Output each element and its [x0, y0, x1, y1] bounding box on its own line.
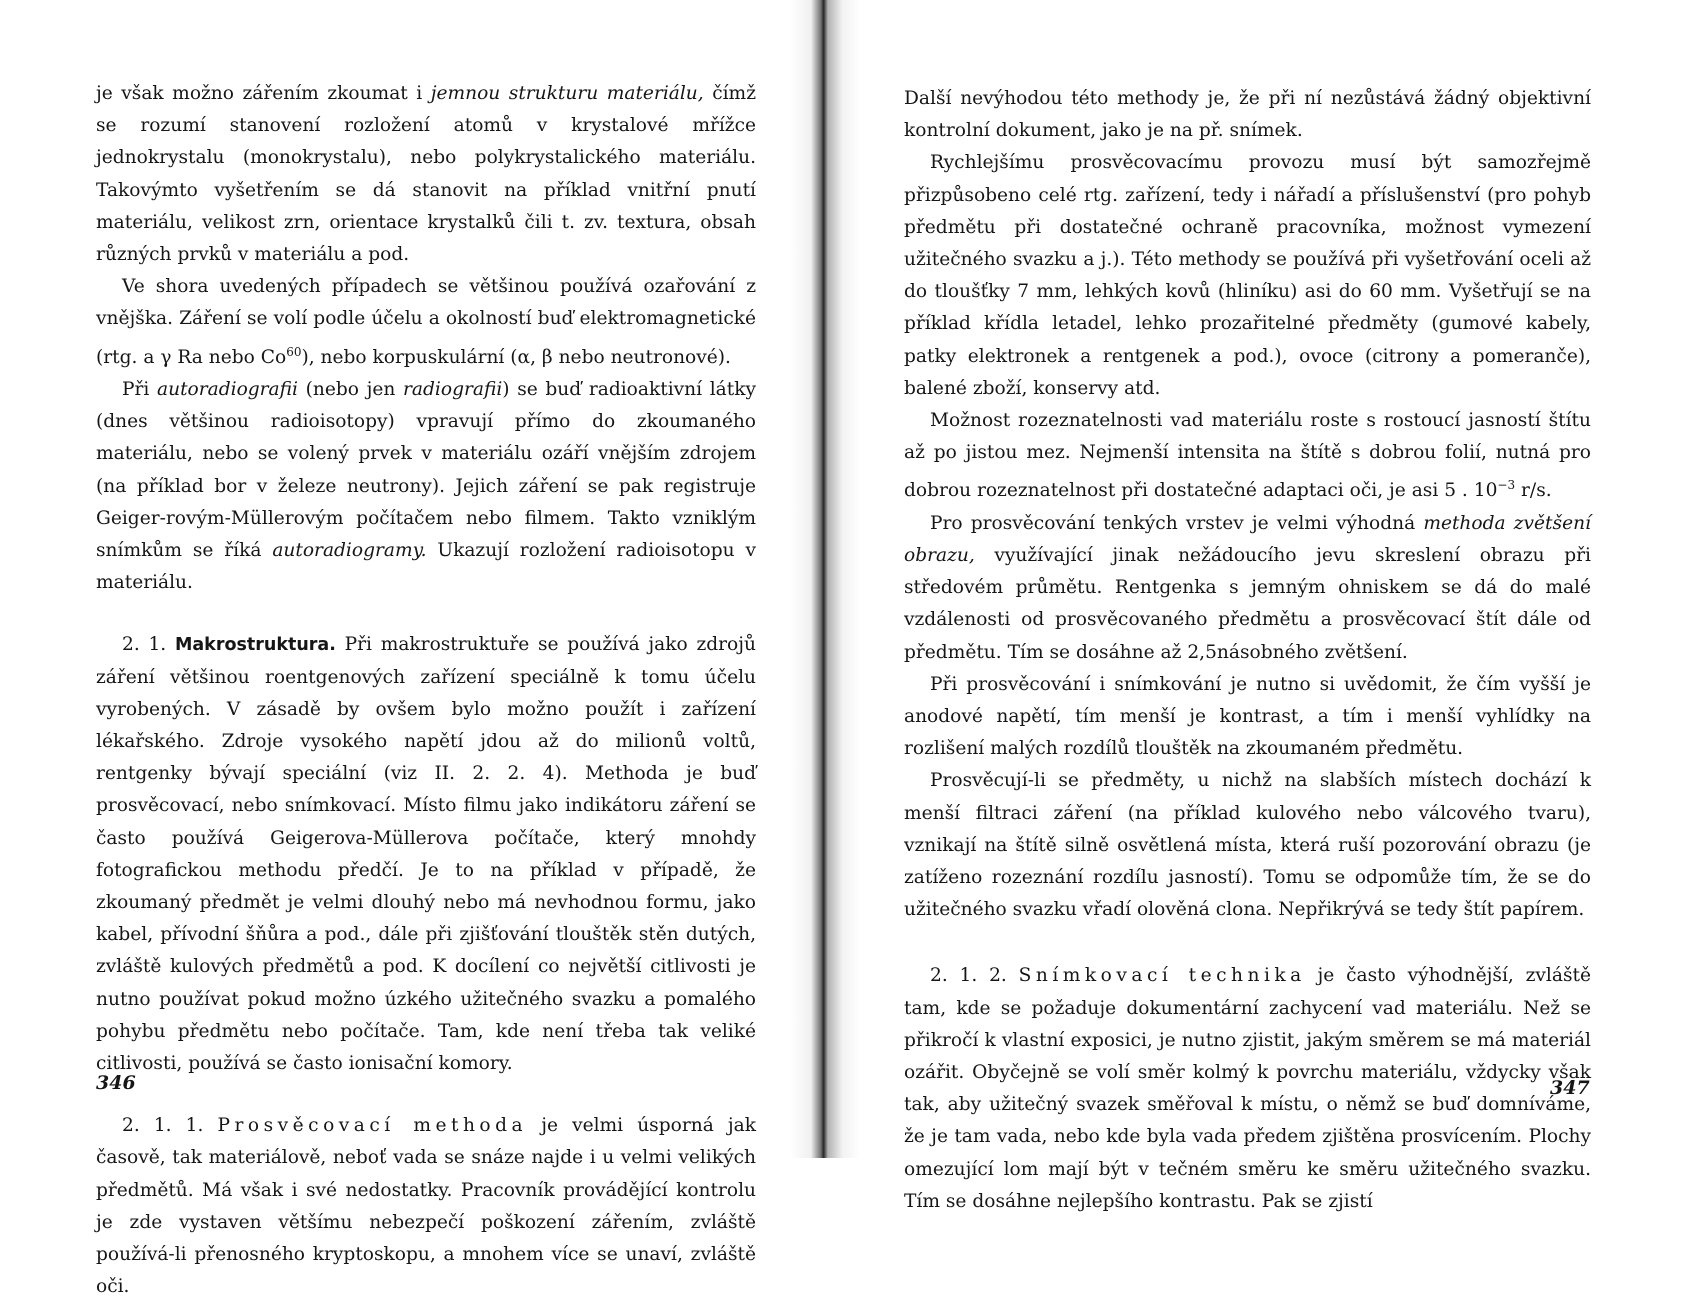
- text-run: čímž se rozumí stanovení rozložení atomů v krystalové mřížce jednokrystalu (monokrystalu), nebo polykrystalického materiálu. Takovýmto vyšetřením se dá stanovit na příklad vnitřní pnutí materiálu, velikost zrn, orientace krystalků čili t. zv. textura, obsah různých prvků v materiálu a pod.: [96, 83, 756, 266]
- right-page: [855, 0, 1695, 1212]
- page-number-right: 347: [1550, 1077, 1590, 1099]
- left-paragraph-3: [96, 374, 756, 599]
- text-run: ) se buď radioaktivní látky (dnes většinou radioisotopy) vpravují přímo do zkoumaného materiálu, nebo se volený prvek v materiálu ozáří vnějším zdrojem (na příklad bor v železe neutrony). Jejich záření se pak registruje Geiger-rovým-Müllerovým počítačem nebo filmem. Takto vzniklým snímkům se říká: [96, 379, 756, 562]
- text-run: r/s.: [1515, 480, 1552, 502]
- section-2-1-1-number: 2. 1. 1.: [122, 1115, 204, 1137]
- text-run: využívající jinak nežádoucího jevu skreslení obrazu při středovém průmětu. Rentgenka s jemným ohniskem se dá do malé vzdálenosti od prosvěcovaného předmětu a prosvěcovací štít dále od předmětu. Tím se dosáhne až 2,5násobného zvětšení.: [904, 545, 1591, 663]
- book-spine-shadow: [790, 0, 860, 1158]
- text-run: ), nebo korpuskulární (α, β nebo neutronové).: [301, 346, 731, 368]
- section-2-1-text: Při makrostruktuře se používá jako zdrojů záření většinou roentgenových zařízení speciálně k tomu účelu vyrobených. V zásadě by ovšem bylo možno použít i zařízení lékařského. Zdroje vysokého napětí jdou až do milionů voltů, rentgenky bývají speciální (viz II. 2. 2. 4). Methoda je buď prosvěcovací, nebo snímkovací. Místo filmu jako indikátoru záření se často používá Geigerova-Müllerova počítače, který mnohdy fotografickou methodu předčí. Je to na příklad v případě, že zkoumaný předmět je velmi dlouhý nebo má nevhodnou formu, jako kabel, přívodní šňůra a pod., dále při zjišťování tlouštěk stěn dutých, zvláště kulových předmětů a pod. K docílení co největší citlivosti je nutno používat pokud možno úzkého užitečného svazku a pomalého pohybu předmětu nebo počítače. Tam, kde není třeba tak veliké citlivosti, používá se často ionisační komory.: [96, 634, 756, 1075]
- page-number-left: 346: [96, 1072, 136, 1094]
- text-run: Při: [122, 379, 158, 401]
- text-run: je však možno zářením zkoumat i: [96, 83, 431, 104]
- text-run: Další nevýhodou této methody je, že při ní nezůstává žádný objektivní kontrolní dokument, jako je na př. snímek.: [904, 88, 1591, 142]
- section-2-1-2-title: Snímkovací technika: [1018, 965, 1306, 987]
- left-text-column: [96, 78, 756, 1304]
- italic-term: autoradiografii: [157, 379, 298, 401]
- left-paragraph-1: [96, 78, 756, 271]
- section-2-1-2: [904, 960, 1591, 1218]
- right-paragraph-5: [904, 669, 1591, 766]
- right-paragraph-2: [904, 147, 1591, 405]
- right-paragraph-4: [904, 508, 1591, 669]
- text-run: Rychlejšímu prosvěcovacímu provozu musí být samozřejmě přizpůsobeno celé rtg. zařízení, tedy i nářadí a příslušenství (pro pohyb předmětu při dostatečné ochraně pracovníka, možnost vymezení užitečného svazku a j.). Této methody se používá při vyšetřování oceli až do tloušťky 7 mm, lehkých kovů (hliníku) asi do 60 mm. Vyšetřují se na příklad křídla letadel, lehko prozařitelné předměty (gumové kabely, patky elektronek a rentgenek a pod.), ovoce (citrony a pomeranče), balené zboží, konservy atd.: [904, 152, 1591, 399]
- right-paragraph-3: [904, 405, 1591, 508]
- text-run: Ve shora uvedených případech se většinou používá ozařování z vnějška. Záření se volí podle účelu a okolností buď elektromagnetické (rtg. a γ Ra nebo Co: [96, 276, 756, 368]
- italic-term: jemnou strukturu materiálu,: [430, 83, 704, 104]
- section-gap: [96, 1080, 756, 1110]
- text-run: Ukazují rozložení radioisotopu v materiálu.: [96, 540, 757, 594]
- superscript: 60: [286, 344, 302, 359]
- section-2-1-1-text: je velmi úsporná jak časově, tak materiálově, neboť vada se snáze najde i u velmi velikých předmětů. Má však i své nedostatky. Pracovník provádějící kontrolu je zde vystaven většímu nebezpečí poškození zářením, zvláště používá-li přenosného kryptoskopu, a mnohem více se unaví, zvláště oči.: [96, 1115, 756, 1298]
- section-2-1-title: Makrostruktura.: [174, 635, 336, 656]
- section-2-1-1: [96, 1110, 756, 1303]
- section-2-1-2-text: je často výhodnější, zvláště tam, kde se požaduje dokumentární zachycení vad materiálu. Než se přikročí k vlastní exposici, je nutno zjistit, jakým směrem se má materiál ozářit. Obyčejně se volí směr kolmý k povrchu materiálu, vždycky však tak, aby užitečný svazek směřoval k místu, o němž se buď domníváme, že je tam vada, nebo kde byla vada předem zjištěna prosvícením. Plochy omezující lom mají být v tečném směru ke směru užitečného svazku. Tím se dosáhne nejlepšího kontrastu. Pak se zjistí: [904, 965, 1591, 1212]
- section-2-1-2-number: 2. 1. 2.: [930, 965, 1007, 987]
- right-paragraph-6: [904, 765, 1591, 926]
- superscript: −3: [1497, 478, 1516, 493]
- italic-term: autoradiogramy.: [272, 540, 427, 562]
- section-gap: [96, 599, 756, 629]
- section-2-1-number: 2. 1.: [122, 634, 167, 656]
- text-run: Prosvěcují-li se předměty, u nichž na slabších místech dochází k menší filtraci záření (na příklad kulového nebo válcového tvaru), vznikají na štítě silně osvětlená místa, která ruší pozorování obrazu (je zatíženo rozeznání rozdílu jasností). Tomu se odpomůže tím, že se do užitečného svazku vřadí olověná clona. Nepřikrývá se tedy štít papírem.: [904, 770, 1591, 921]
- section-2-1-1-title: Prosvěcovací methoda: [217, 1115, 528, 1137]
- right-text-column: [904, 83, 1591, 1218]
- text-run: Při prosvěcování i snímkování je nutno si uvědomit, že čím vyšší je anodové napětí, tím menší je kontrast, a tím i menší vyhlídky na rozlišení malých rozdílů tlouštěk na zkoumaném předmětu.: [904, 673, 1591, 760]
- section-2-1: [96, 629, 756, 1080]
- right-paragraph-1: [904, 83, 1591, 147]
- section-gap: [904, 926, 1591, 960]
- left-page: [0, 0, 800, 1298]
- italic-term: radiografii: [403, 379, 503, 401]
- text-run: (nebo jen: [298, 379, 404, 401]
- text-run: Pro prosvěcování tenkých vrstev je velmi výhodná: [930, 512, 1424, 534]
- left-paragraph-2: [96, 271, 756, 374]
- italic-term: methoda zvětšení obrazu,: [904, 512, 1591, 567]
- text-run: Možnost rozeznatelnosti vad materiálu roste s rostoucí jasností štítu až po jistou mez. Nejmenší intensita na štítě s dobrou folií, nutná pro dobrou rozeznatelnost při dostatečné adaptaci oči, je asi 5 . 10: [904, 410, 1591, 502]
